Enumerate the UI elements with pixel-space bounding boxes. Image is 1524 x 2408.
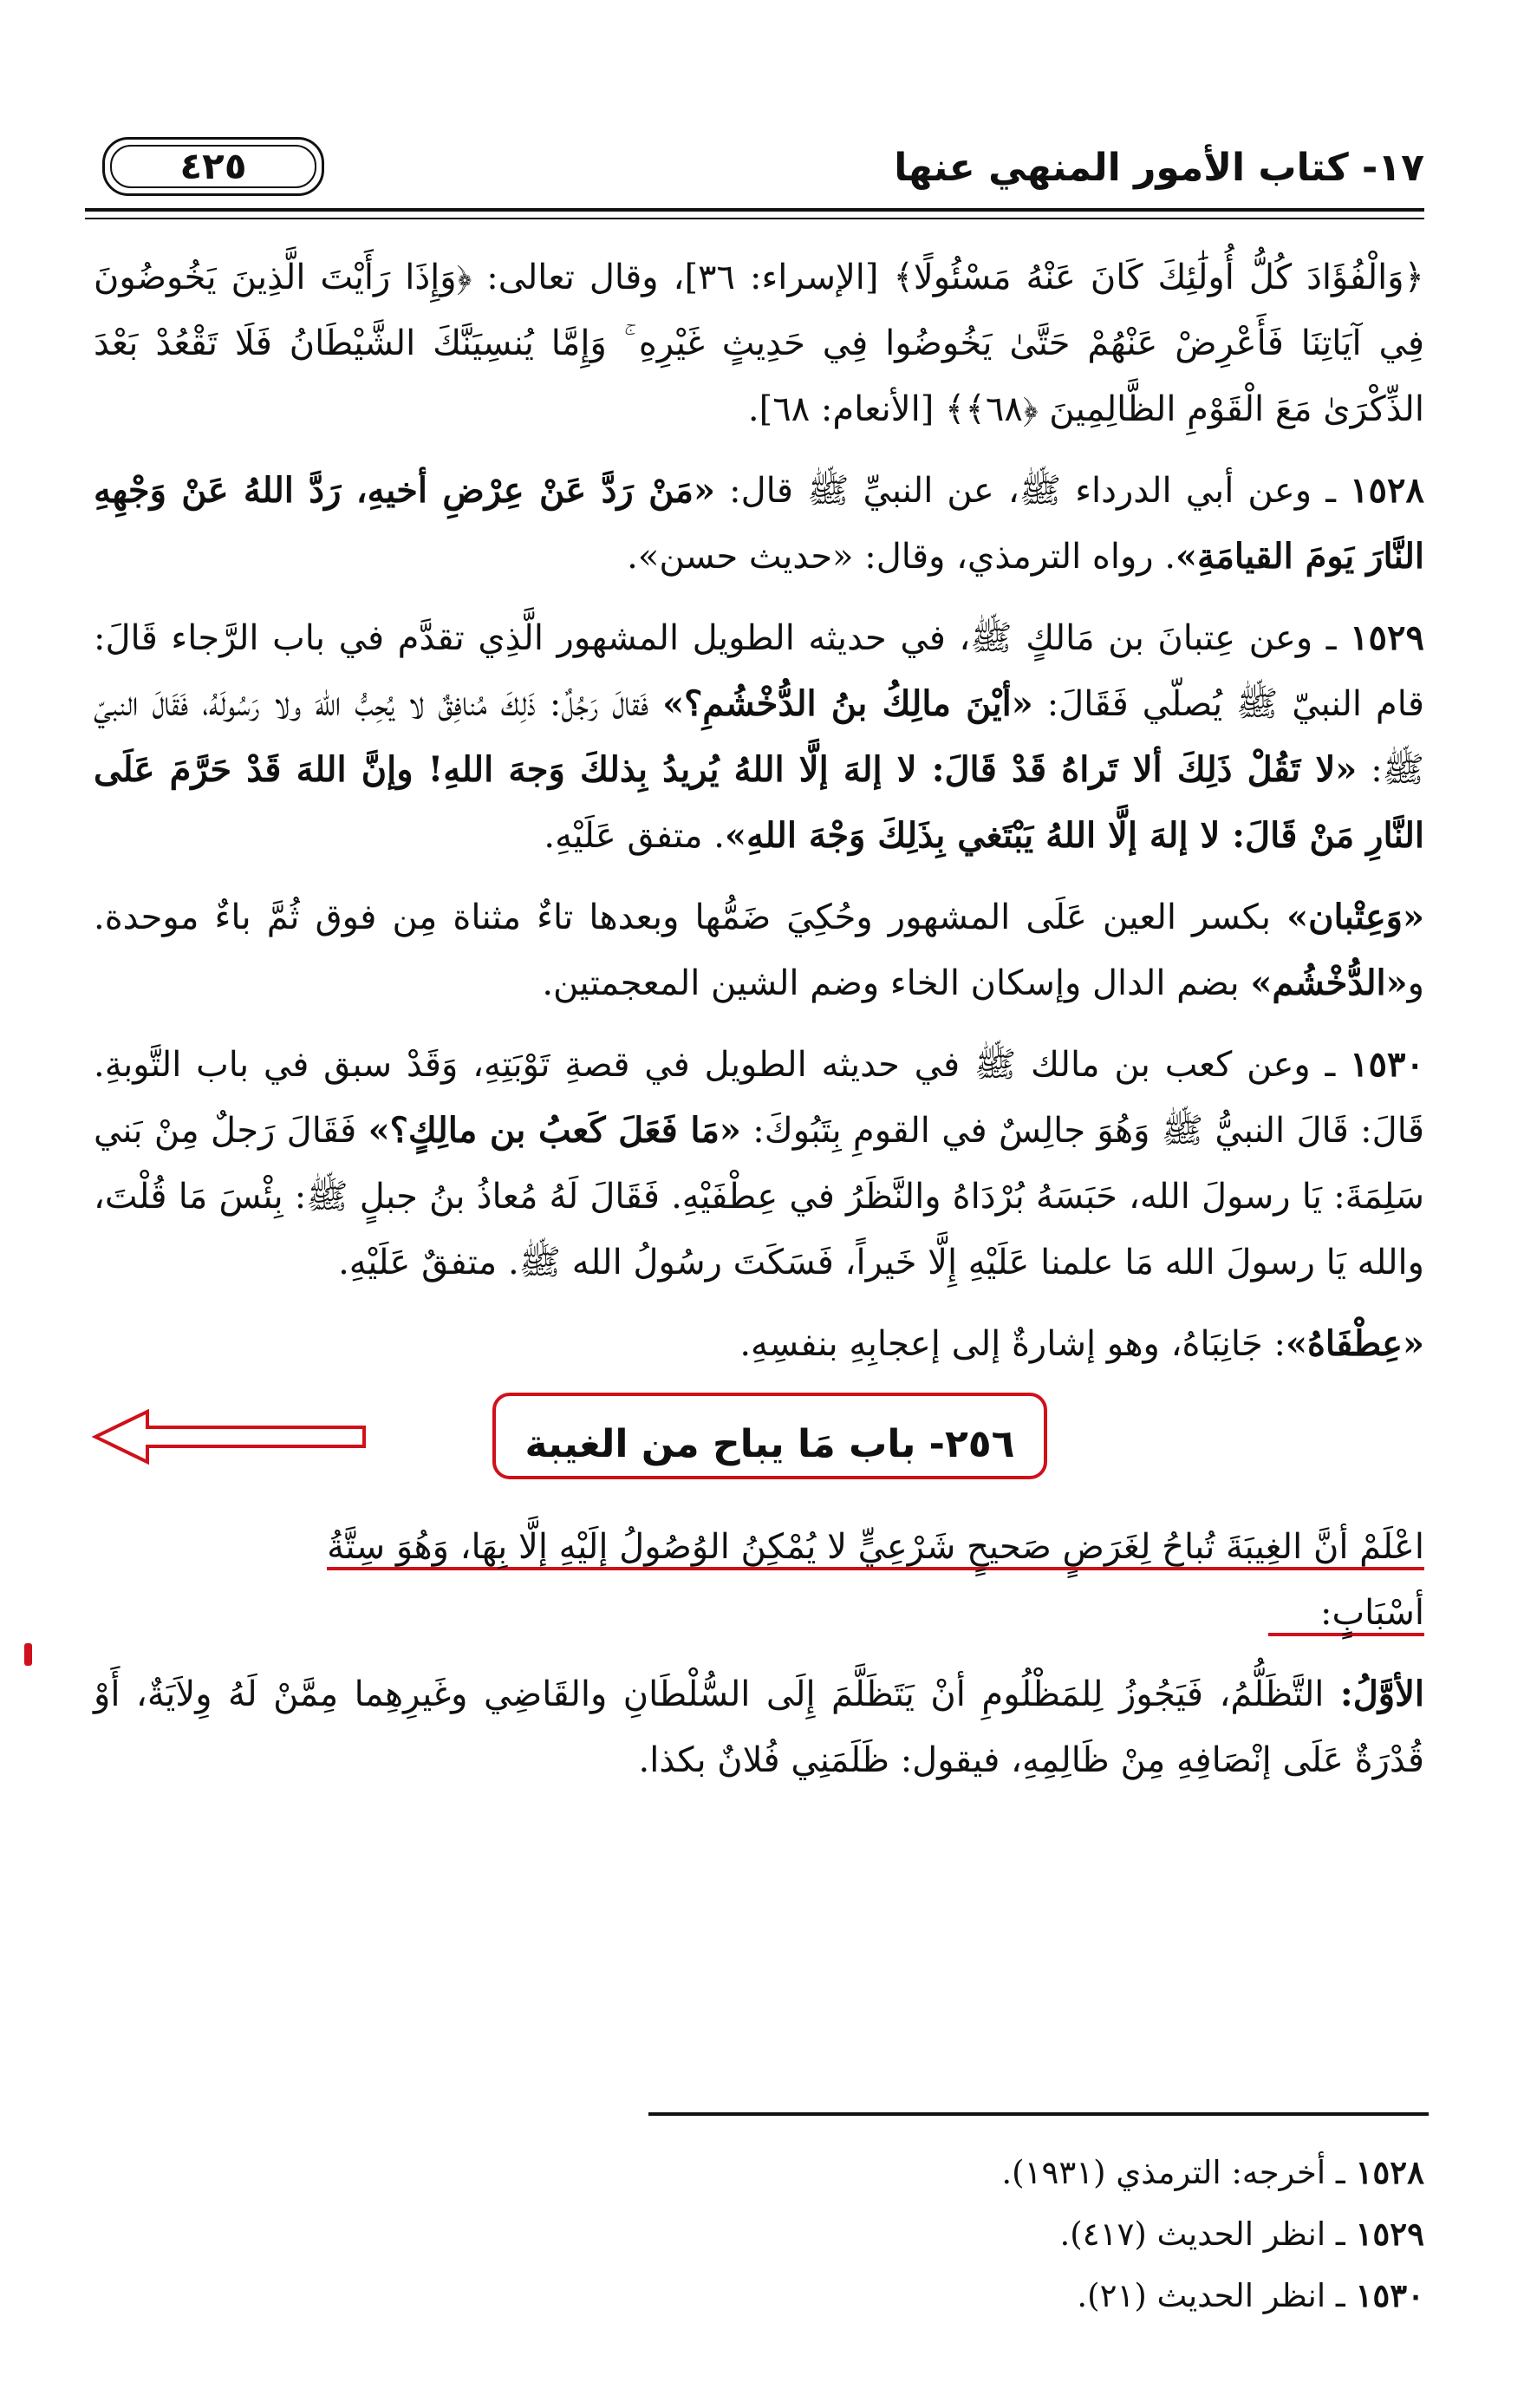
hadith-lead: ـ وعن كعب بن مالك ﷺ في حديثه الطويل في قصةِ تَوْبَتِهِ، وَقَدْ سبق في باب التَّوبةِ. قَالَ: قَالَ النبيُّ ﷺ وَهُوَ جالِسٌ في القومِ بِتَبُوكَ: [94, 1045, 1425, 1151]
hadith-quote: «مَنْ رَدَّ عَنْ عِرْضِ أخيهِ، رَدَّ اللهُ عَنْ وَجْهِهِ النَّارَ يَومَ القيامَةِ» [94, 470, 1424, 577]
hadith-number: ١٥٢٩ [1350, 617, 1424, 658]
section-heading-highlight [492, 1393, 1047, 1479]
hadith-rest: . متفق عَلَيْهِ. [544, 816, 725, 856]
quran-verses-paragraph [94, 245, 1424, 442]
left-arrow-icon [92, 1408, 369, 1465]
page-number: ٤٢٥ [179, 145, 247, 187]
footnote-text: ـ انظر الحديث (٤١٧). [1059, 2215, 1356, 2253]
hadith-lead: ـ وعن أبي الدرداء ﷺ، عن النبيِّ ﷺ قال: [714, 471, 1351, 511]
gloss-paragraph [94, 884, 1424, 1016]
chapter-title: ١٧- كتاب الأمور المنهي عنها [894, 146, 1424, 190]
underlined-intro-text: اعْلَمْ أنَّ الغِيبَةَ تُباحُ لِغَرَضٍ صَحيحٍ شَرْعِيٍّ لا يُمْكِنُ الوُصُولُ إلَيْهِ إلَّا بِهَا، وَهُوَ سِتَّةُ [327, 1527, 1424, 1570]
page-number-frame [102, 137, 324, 196]
section-heading: ٢٥٦- باب مَا يباح من الغيبة [524, 1422, 1015, 1466]
hadith-rest: فَقَالَ رَجلٌ مِنْ بَني سَلِمَةَ: يَا رسولَ الله، حَبَسَهُ بُرْدَاهُ والنَّظَرُ في عِطْفَيْهِ. فَقَالَ لَهُ مُعاذُ بنُ جبلٍ ﷺ: بِئْسَ مَا قُلْتَ، والله يَا رسولَ الله مَا علمنا عَلَيْهِ إِلَّا خَيراً، فَسَكَتَ رسُولُ الله ﷺ. متفقٌ عَلَيْهِ. [94, 1111, 1424, 1282]
footnote-number: ١٥٢٩ [1355, 2215, 1424, 2253]
first-reason-paragraph [94, 1661, 1424, 1793]
footnote-separator [648, 2112, 1429, 2116]
footnote-text: ـ انظر الحديث (٢١). [1077, 2277, 1356, 2314]
hadith-quote: «مَا فَعَلَ كَعبُ بن مالِكٍ؟» [368, 1110, 741, 1151]
header-rule-thick [85, 208, 1424, 212]
gloss-term: «عِطْفَاهُ» [1285, 1323, 1424, 1364]
footnote-number: ١٥٢٨ [1355, 2153, 1424, 2191]
hadith-number: ١٥٣٠ [1350, 1044, 1424, 1085]
main-text [94, 245, 1424, 1809]
footnotes [384, 2142, 1424, 2326]
underlined-intro-end: أسْبَابٍ: [1268, 1593, 1424, 1636]
hadith-quote: «لا تَقُلْ ذَلِكَ ألا تَراهُ قَدْ قَالَ: لا إلهَ إلَّا اللهُ يُريدُ بِذلكَ وَجهَ اللهِ! وإنَّ اللهَ قَدْ حَرَّمَ عَلَى النَّارِ مَنْ قَالَ: لا إلهَ إلَّا اللهُ يَبْتَغي بِذَلِكَ وَجْهَ اللهِ» [94, 749, 1424, 856]
red-margin-mark [24, 1643, 32, 1666]
hadith-1529 [94, 605, 1424, 869]
intro-paragraph [94, 1514, 1424, 1646]
footnote [384, 2203, 1424, 2265]
hadith-rest: . رواه الترمذي، وقال: «حديث حسن». [627, 537, 1176, 577]
section-heading-area [94, 1393, 1424, 1514]
verses-text: ﴿وَالْفُؤَادَ كُلُّ أُولَٰئِكَ كَانَ عَنْهُ مَسْئُولًا﴾ [الإسراء: ٣٦]، وقال تعالى: ﴿وَإِذَا رَأَيْتَ الَّذِينَ يَخُوضُونَ فِي آيَاتِنَا فَأَعْرِضْ عَنْهُمْ حَتَّىٰ يَخُوضُوا فِي حَدِيثٍ غَيْرِهِ ۚ وَإِمَّا يُنسِيَنَّكَ الشَّيْطَانُ فَلَا تَقْعُدْ بَعْدَ الذِّكْرَىٰ مَعَ الْقَوْمِ الظَّالِمِينَ ﴿٦٨﴾﴾ [الأنعام: ٦٨]. [94, 258, 1424, 429]
footnote [384, 2142, 1424, 2203]
footnote-text: ـ أخرجه: الترمذي (١٩٣١). [1001, 2154, 1356, 2191]
reason-label: الأوَّلُ: [1339, 1674, 1424, 1714]
gloss-term: «وَعِتْبان» [1286, 897, 1424, 937]
hadith-quote: «أيْنَ مالِكُ بنُ الدُّخْشُمِ؟» [662, 683, 1033, 724]
header-rule-thin [85, 218, 1424, 219]
reason-text: التَّظَلُّمُ، فَيَجُوزُ لِلمَظْلُومِ أنْ يَتَظَلَّمَ إِلَى السُّلْطَانِ والقَاضِي وغَيرِهِما مِمَّنْ لَهُ وِلاَيَةٌ، أَوْ قُدْرَةٌ عَلَى إنْصَافِهِ مِنْ ظَالِمِهِ، فيقول: ظَلَمَنِي فُلانٌ بكذا. [94, 1674, 1424, 1780]
footnote [384, 2265, 1424, 2326]
hadith-lead: ـ وعن عِتبانَ بن مَالكٍ ﷺ، في حديثه الطويل المشهور الَّذِي تقدَّم في باب الرَّجاء قَالَ: قام النبيّ ﷺ يُصلّي فَقَالَ: [94, 618, 1424, 724]
gloss-text: : جَانِبَاهُ، وهو إشارةٌ إلى إعجابِهِ بنفسِهِ. [739, 1324, 1286, 1364]
gloss-text: بضم الدال وإسكان الخاء وضم الشين المعجمتين. [542, 963, 1251, 1003]
footnote-number: ١٥٣٠ [1355, 2276, 1424, 2314]
hadith-middle: فَقالَ رَجُلٌ: ذَلِكَ مُنافِقٌ لا يُحِبُّ اللهَ ولا رَسُولَهُ، فَقَالَ النبيّ ﷺ: [94, 684, 1425, 790]
gloss-paragraph [94, 1311, 1424, 1377]
gloss-text: بكسر العين عَلَى المشهور وحُكِيَ ضَمُّها وبعدها تاءٌ مثناة مِن فوق ثُمَّ باءٌ موحدة. و [94, 897, 1424, 1003]
hadith-number: ١٥٢٨ [1350, 470, 1424, 511]
hadith-1528 [94, 458, 1424, 590]
page-header [85, 130, 1424, 199]
hadith-1530 [94, 1032, 1424, 1295]
gloss-term: «الدُّخْشُم» [1250, 963, 1408, 1003]
